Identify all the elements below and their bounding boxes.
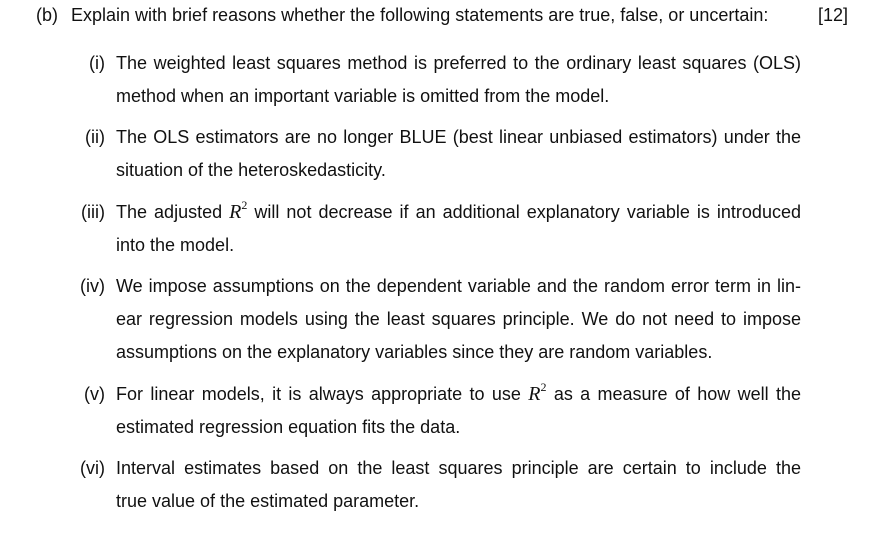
statement-fragment: The adjusted xyxy=(116,202,223,222)
statement-fragment: as a measure of how well the xyxy=(553,384,801,404)
statement-number: (iv) xyxy=(80,276,105,296)
statement-line xyxy=(116,196,801,229)
question-marker: (b) xyxy=(36,5,58,25)
statement-line: situation of the heteroskedasticity. xyxy=(116,160,386,180)
statement-text xyxy=(116,452,801,518)
statement-text xyxy=(116,270,801,369)
statement-text xyxy=(116,121,801,187)
statement-line: true value of the estimated parameter. xyxy=(116,491,420,511)
question-header xyxy=(36,4,848,26)
statement-line: into the model. xyxy=(116,235,235,255)
statement-line: method when an important variable is omitted from the model. xyxy=(116,86,610,106)
statement-line: The OLS estimators are no longer BLUE (best linear unbiased estimators) under the xyxy=(116,127,801,147)
statement-line: Interval estimates based on the least squares principle are certain to include the xyxy=(116,458,801,478)
statement-line: assumptions on the explanatory variables since they are random variables. xyxy=(116,342,713,362)
statement-fragment: For linear models, it is always appropriate to use xyxy=(116,384,521,404)
question-instruction: Explain with brief reasons whether the following statements are true, false, or uncertain: xyxy=(71,5,769,25)
statement-text xyxy=(116,196,801,262)
statement-text xyxy=(116,47,801,113)
statement-line: estimated regression equation fits the data. xyxy=(116,417,461,437)
statement-number: (ii) xyxy=(85,127,105,147)
r-squared-symbol: $R^2$ xyxy=(229,198,248,223)
question-marks: [12] xyxy=(817,5,848,25)
statement-line xyxy=(116,378,801,411)
statement-line: ear regression models using the least squares principle. We do not need to impose xyxy=(116,309,801,329)
statement-number: (i) xyxy=(89,53,105,73)
statement-line: We impose assumptions on the dependent variable and the random error term in lin- xyxy=(116,276,801,296)
r-squared-symbol: $R^2$ xyxy=(528,380,547,405)
statement-fragment: will not decrease if an additional explanatory variable is introduced xyxy=(254,202,801,222)
statement-line: The weighted least squares method is preferred to the ordinary least squares (OLS) xyxy=(116,53,801,73)
statement-number: (vi) xyxy=(80,458,105,478)
statement-text xyxy=(116,378,801,444)
statement-number: (iii) xyxy=(81,202,105,222)
statement-number: (v) xyxy=(84,384,105,404)
